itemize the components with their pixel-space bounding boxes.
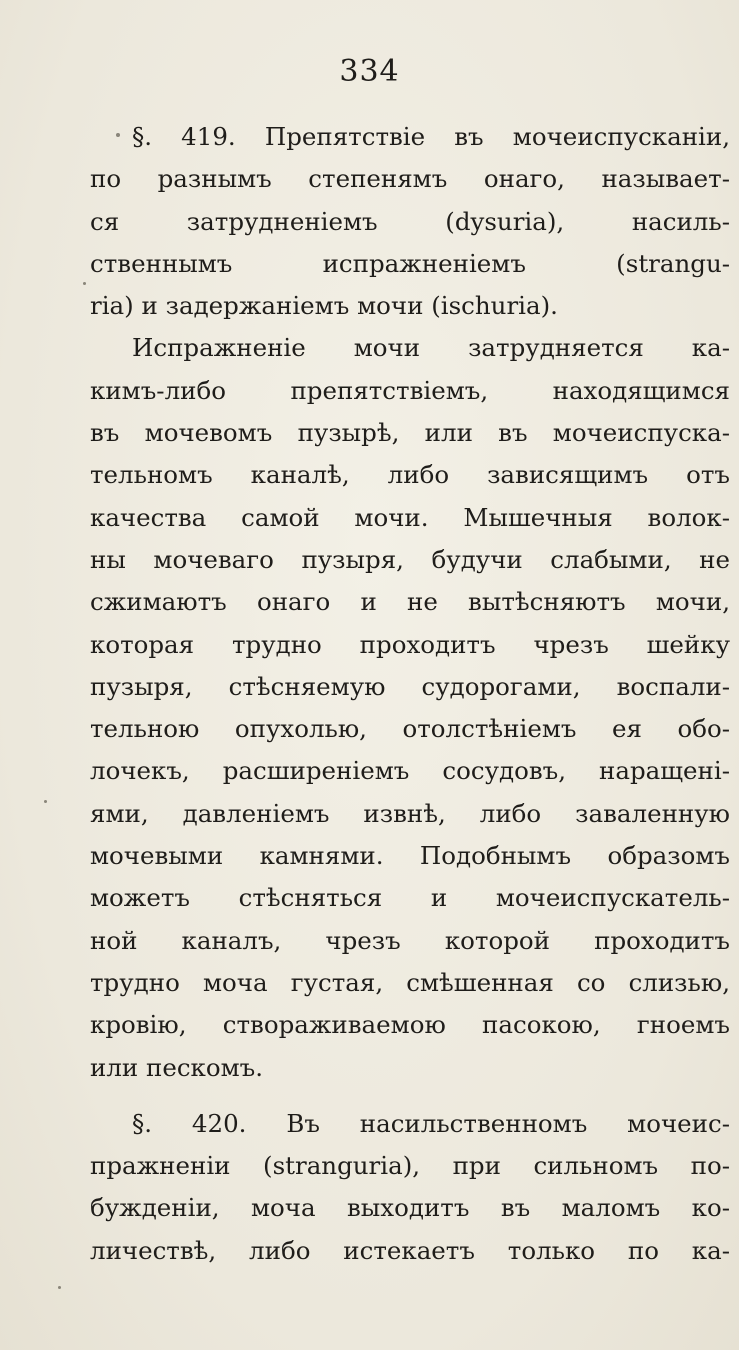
text-line: кимъ-либо препятствіемъ, находящимся [90, 375, 730, 405]
text-line: которая трудно проходитъ чрезъ шейку [90, 629, 730, 659]
text-line: можетъ стѣсняться и мочеиспускатель- [90, 883, 730, 913]
text-line: мочевыми камнями. Подобнымъ образомъ [90, 841, 730, 871]
paragraph-419 [90, 116, 730, 327]
paper-speck [44, 800, 47, 803]
text-line: тельною опухолью, отолстѣніемъ ея обо- [90, 714, 730, 744]
text-line: ной каналъ, чрезъ которой проходитъ [90, 925, 730, 955]
text-line: ны мочеваго пузыря, будучи слабыми, не [90, 544, 730, 574]
text-line: ственнымъ испражненіемъ (strangu- [90, 248, 730, 278]
text-line: ями, давленіемъ извнѣ, либо заваленную [90, 798, 730, 828]
text-line: въ мочевомъ пузырѣ, или въ мочеиспуска- [90, 418, 730, 448]
text-line: §. 419. Препятствіе въ мочеиспусканіи, [132, 122, 730, 151]
text-line: пражненіи (stranguria), при сильномъ по- [90, 1151, 730, 1181]
page-number: 334 [339, 54, 400, 89]
paper-speck [83, 282, 86, 285]
paragraph-gap [90, 1089, 730, 1103]
text-line: ся затрудненіемъ (dysuria), насиль- [90, 206, 730, 236]
text-line: ria) и задержаніемъ мочи (ischuria). [90, 291, 558, 321]
page-text [90, 116, 730, 1272]
paragraph-urination-difficulty [90, 327, 730, 1088]
paragraph-420 [90, 1103, 730, 1272]
text-line: лочекъ, расширеніемъ сосудовъ, наращені- [90, 756, 730, 786]
text-line: сжимаютъ онаго и не вытѣсняютъ мочи, [90, 587, 730, 617]
text-line: качества самой мочи. Мышечныя волок- [90, 502, 730, 532]
text-line: Испражненіе мочи затрудняется ка- [132, 333, 730, 363]
text-line: кровію, створаживаемою пасокою, гноемъ [90, 1010, 730, 1040]
paper-speck [58, 1286, 61, 1289]
text-line: §. 420. Въ насильственномъ мочеис- [132, 1108, 730, 1138]
text-line: пузыря, стѣсняемую судорогами, воспали- [90, 671, 730, 701]
text-line: тельномъ каналѣ, либо зависящимъ отъ [90, 460, 730, 490]
text-line: бужденіи, моча выходитъ въ маломъ ко- [90, 1193, 730, 1223]
text-line: по разнымъ степенямъ онаго, называет- [90, 164, 730, 194]
paper-speck [116, 133, 120, 137]
text-line: трудно моча густая, смѣшенная со слизью, [90, 967, 730, 997]
text-line: или пескомъ. [90, 1052, 264, 1082]
text-line: личествѣ, либо истекаетъ только по ка- [90, 1235, 730, 1265]
